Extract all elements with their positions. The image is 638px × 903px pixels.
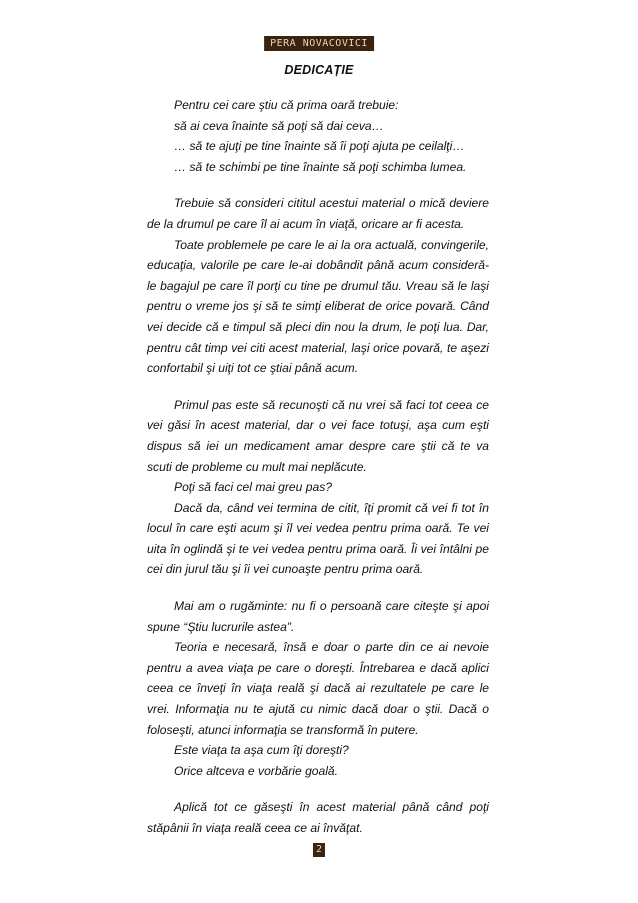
page-number: 2 [313, 843, 325, 857]
paragraph-gap [147, 177, 489, 193]
paragraph: Dacă da, când vei termina de citit, îţi promit că vei fi tot în locul în care eşti acum şi îl vei vedea pentru prima oară. Te vei uita în oglindă şi te vei vedea pentru prima oară. Îi vei întâlni pe cei din jurul tău şi îi vei cunoaşte pentru prima oară. [147, 500, 489, 577]
paragraph: Toate problemele pe care le ai la ora actuală, convingerile, educaţia, valorile pe care le-ai dobândit până acum consideră-le bagajul pe care îl porţi cu tine pe drumul tău. Vreau să le laşi pentru o vreme jos şi să te simţi eliberat de orice povară. Când vei decide că e timpul să pleci din nou la drum, le poţi lua. Dar, pentru cât timp vei citi acest material, laşi orice povară, te aşezi confortabil şi uiţi tot ce ştiai până acum. [147, 237, 489, 376]
paragraph-gap [147, 580, 489, 596]
paragraph: Poţi să faci cel mai greu pas? [174, 480, 332, 495]
intro-line: să ai ceva înainte să poţi să dai ceva… [174, 118, 384, 133]
paragraph: Este viaţa ta aşa cum îţi doreşti? [174, 743, 349, 758]
paragraph: Trebuie să consideri cititul acestui material o mică deviere de la drumul pe care îl ai acum în viaţă, oricare ar fi acesta. [147, 196, 489, 231]
paragraph: Orice altceva e vorbărie goală. [174, 763, 339, 778]
intro-line: Pentru cei care ştiu că prima oară trebuie: [174, 98, 399, 112]
paragraph: Mai am o rugăminte: nu fi o persoană care citeşte şi apoi spune “Ştiu lucrurile astea”. [147, 599, 489, 634]
running-header-author: PERA NOVACOVICI [264, 36, 374, 51]
page-title: DEDICAȚIE [284, 63, 354, 77]
paragraph: Teoria e necesară, însă e doar o parte din ce ai nevoie pentru a avea viaţa pe care o doreşti. Întrebarea e dacă aplici ceea ce înveţi în viaţa reală şi dacă ai rezultatele pe care le vrei. Informaţia nu te ajută cu nimic dacă doar o ştii. Dacă o foloseşti, atunci informaţia se transformă în putere. [147, 640, 489, 737]
paragraph-gap [147, 379, 489, 395]
paragraph: Aplică tot ce găseşti în acest material până când poţi stăpânii în viaţa reală ceea ce ai învăţat. [147, 800, 489, 835]
intro-line: … să te schimbi pe tine înainte să poţi schimba lumea. [174, 159, 467, 174]
paragraph-gap [147, 781, 489, 797]
intro-line: … să te ajuţi pe tine înainte să îi poţi ajuta pe ceilalţi… [174, 139, 465, 154]
document-body [147, 95, 489, 839]
paragraph: Primul pas este să recunoşti că nu vrei să faci tot ceea ce vei găsi în acest material, dar o vei face totuşi, aşa cum eşti dispus să iei un medicament amar despre care ştii că te va scuti de probleme cu mult mai neplăcute. [147, 397, 489, 474]
